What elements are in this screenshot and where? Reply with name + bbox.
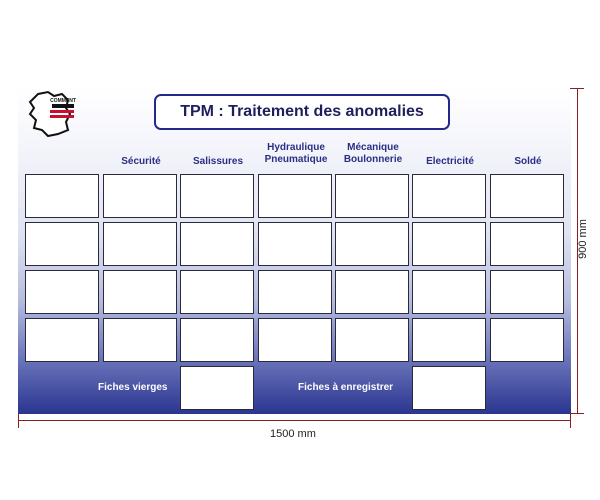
width-dimension-text: 1500 mm (270, 428, 316, 440)
grid-cell[interactable] (25, 174, 99, 218)
column-header-2: Salissures (192, 156, 244, 167)
grid-cell[interactable] (103, 222, 177, 266)
grid-cell[interactable] (412, 222, 486, 266)
grid-cell[interactable] (258, 174, 332, 218)
grid-cell[interactable] (412, 318, 486, 362)
grid-cell[interactable] (258, 270, 332, 314)
grid-cell[interactable] (335, 270, 409, 314)
grid-cell[interactable] (180, 174, 254, 218)
height-tick-top (570, 88, 584, 89)
grid-cell[interactable] (490, 318, 564, 362)
column-header-6: Soldé (514, 156, 542, 167)
column-header-3: Hydraulique Pneumatique (264, 142, 328, 165)
height-tick-bottom (570, 413, 584, 414)
width-dimension-line (18, 420, 571, 421)
grid-cell[interactable] (335, 318, 409, 362)
fiches-a-enregistrer-cell[interactable] (412, 366, 486, 410)
fiches-vierges-label: Fiches vierges (98, 382, 168, 393)
grid-cell[interactable] (412, 270, 486, 314)
grid-cell[interactable] (25, 270, 99, 314)
grid-cell[interactable] (103, 174, 177, 218)
france-map-icon (24, 90, 80, 138)
width-tick-left (18, 414, 19, 428)
grid-cell[interactable] (490, 174, 564, 218)
grid-cell[interactable] (258, 222, 332, 266)
height-dimension-text: 900 mm (576, 219, 589, 259)
grid-cell[interactable] (335, 222, 409, 266)
column-header-1: Sécurité (121, 156, 161, 167)
grid-cell[interactable] (25, 222, 99, 266)
grid-cell[interactable] (180, 270, 254, 314)
grid-cell[interactable] (490, 270, 564, 314)
grid-cell[interactable] (490, 222, 564, 266)
grid-cell[interactable] (103, 270, 177, 314)
grid-cell[interactable] (103, 318, 177, 362)
fiches-a-enregistrer-label: Fiches à enregistrer (298, 382, 394, 393)
fiches-vierges-cell[interactable] (180, 366, 254, 410)
grid-cell[interactable] (335, 174, 409, 218)
logo-brand-text: COMMENT (50, 98, 76, 104)
grid-cell[interactable] (180, 318, 254, 362)
board-title: TPM : Traitement des anomalies (154, 94, 450, 130)
width-tick-right (570, 414, 571, 428)
column-header-4: Mécanique Boulonnerie (343, 142, 403, 165)
column-header-5: Electricité (426, 156, 474, 167)
grid-cell[interactable] (180, 222, 254, 266)
grid-cell[interactable] (412, 174, 486, 218)
grid-cell[interactable] (25, 318, 99, 362)
grid-cell[interactable] (258, 318, 332, 362)
